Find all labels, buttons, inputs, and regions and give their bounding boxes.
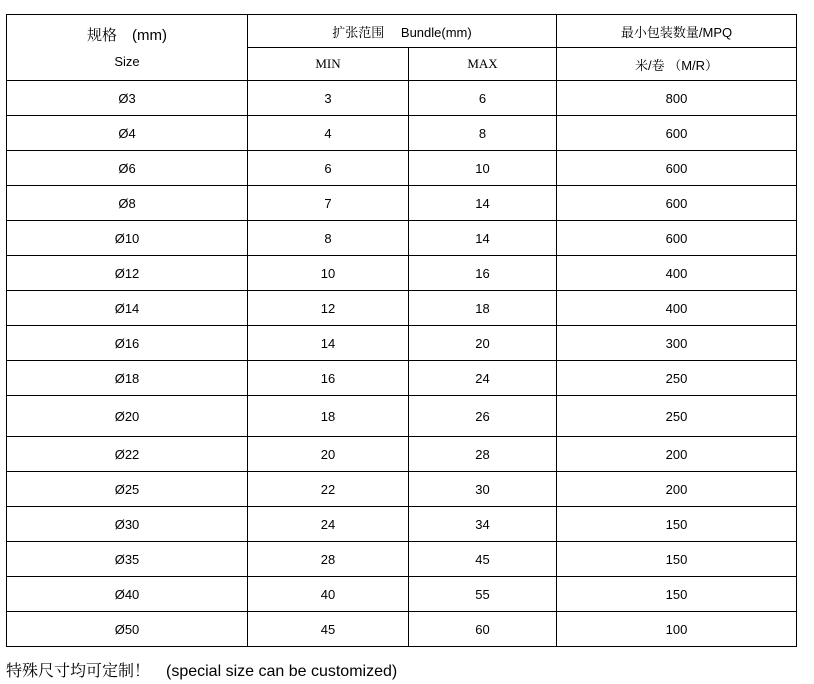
mpq-cell: 400	[557, 291, 797, 326]
size-cell: Ø12	[7, 256, 248, 291]
min-cell: 20	[248, 437, 409, 472]
max-cell: 16	[409, 256, 557, 291]
min-cell: 12	[248, 291, 409, 326]
max-cell: 6	[409, 81, 557, 116]
size-cell: Ø4	[7, 116, 248, 151]
mpq-cell: 200	[557, 472, 797, 507]
min-cell: 40	[248, 577, 409, 612]
min-cell: 22	[248, 472, 409, 507]
max-cell: 45	[409, 542, 557, 577]
table-row	[7, 326, 797, 361]
mpq-cell: 600	[557, 116, 797, 151]
mpq-cell: 250	[557, 396, 797, 437]
size-cell: Ø3	[7, 81, 248, 116]
size-cell: Ø50	[7, 612, 248, 647]
mpq-cell: 150	[557, 507, 797, 542]
min-cell: 8	[248, 221, 409, 256]
max-cell: 30	[409, 472, 557, 507]
mpq-header: 最小包装数量/MPQ	[557, 15, 797, 48]
table-row	[7, 612, 797, 647]
max-cell: 60	[409, 612, 557, 647]
size-cell: Ø18	[7, 361, 248, 396]
table-row	[7, 291, 797, 326]
table-row	[7, 221, 797, 256]
min-cell: 7	[248, 186, 409, 221]
mpq-cell: 600	[557, 186, 797, 221]
table-row	[7, 542, 797, 577]
size-header-cn: 规格 (mm)	[87, 26, 167, 44]
table-row	[7, 256, 797, 291]
bundle-header: 扩张范围 Bundle(mm)	[248, 15, 557, 48]
mpq-cell: 400	[557, 256, 797, 291]
table-row	[7, 437, 797, 472]
mpq-cell: 800	[557, 81, 797, 116]
max-header: MAX	[409, 48, 557, 81]
min-cell: 24	[248, 507, 409, 542]
mpq-cell: 600	[557, 151, 797, 186]
max-cell: 14	[409, 186, 557, 221]
max-cell: 24	[409, 361, 557, 396]
min-cell: 10	[248, 256, 409, 291]
min-cell: 28	[248, 542, 409, 577]
table-row	[7, 361, 797, 396]
mpq-cell: 300	[557, 326, 797, 361]
table-row	[7, 151, 797, 186]
table-row	[7, 116, 797, 151]
size-cell: Ø25	[7, 472, 248, 507]
table-row	[7, 472, 797, 507]
header-row-1	[7, 15, 797, 48]
custom-size-note: 特殊尺寸均可定制！ (special size can be customized)	[6, 663, 398, 680]
max-cell: 10	[409, 151, 557, 186]
max-cell: 28	[409, 437, 557, 472]
min-cell: 16	[248, 361, 409, 396]
min-header: MIN	[248, 48, 409, 81]
min-cell: 18	[248, 396, 409, 437]
min-cell: 3	[248, 81, 409, 116]
min-cell: 14	[248, 326, 409, 361]
table-row	[7, 186, 797, 221]
size-cell: Ø16	[7, 326, 248, 361]
min-cell: 6	[248, 151, 409, 186]
max-cell: 14	[409, 221, 557, 256]
size-cell: Ø40	[7, 577, 248, 612]
size-cell: Ø30	[7, 507, 248, 542]
max-cell: 34	[409, 507, 557, 542]
mpq-cell: 150	[557, 542, 797, 577]
max-cell: 20	[409, 326, 557, 361]
size-cell: Ø35	[7, 542, 248, 577]
size-header-cell	[7, 15, 248, 81]
mpq-cell: 600	[557, 221, 797, 256]
mpq-cell: 150	[557, 577, 797, 612]
size-cell: Ø14	[7, 291, 248, 326]
max-cell: 26	[409, 396, 557, 437]
size-cell: Ø20	[7, 396, 248, 437]
min-cell: 45	[248, 612, 409, 647]
mpq-cell: 200	[557, 437, 797, 472]
table-row	[7, 396, 797, 437]
mpq-cell: 250	[557, 361, 797, 396]
table-row	[7, 81, 797, 116]
mpq-cell: 100	[557, 612, 797, 647]
size-header-en: Size	[114, 53, 140, 69]
size-cell: Ø6	[7, 151, 248, 186]
size-cell: Ø10	[7, 221, 248, 256]
table-row	[7, 577, 797, 612]
size-cell: Ø8	[7, 186, 248, 221]
size-cell: Ø22	[7, 437, 248, 472]
spec-table	[6, 14, 797, 647]
mpq-unit-header: 米/卷 （M/R）	[557, 48, 797, 81]
max-cell: 55	[409, 577, 557, 612]
max-cell: 8	[409, 116, 557, 151]
min-cell: 4	[248, 116, 409, 151]
max-cell: 18	[409, 291, 557, 326]
table-row	[7, 507, 797, 542]
